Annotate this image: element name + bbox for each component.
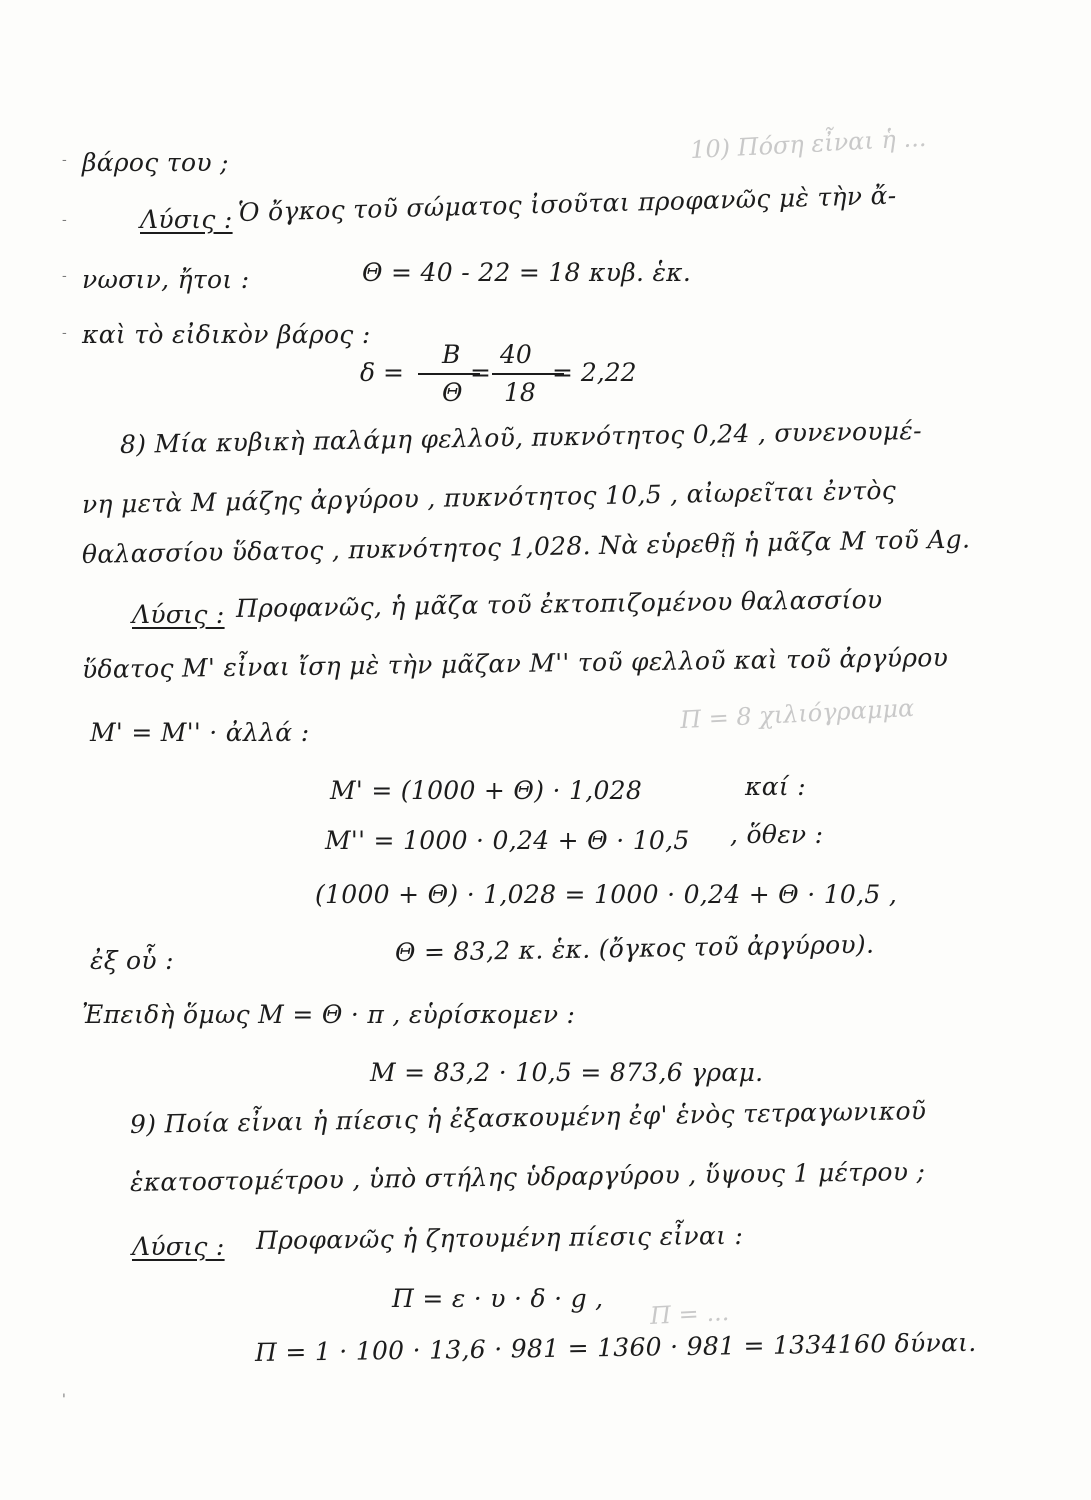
text-line: , ὅθεν : (730, 820, 824, 849)
fraction-denominator-2: 18 (504, 378, 536, 407)
text-line: νωσιν, ἤτοι : (82, 265, 250, 294)
problem-statement: 9) Ποία εἶναι ἡ πίεσις ἡ ἐξασκουμένη ἐφ' ἑνὸς τετραγωνικοῦ (129, 1096, 927, 1139)
problem-statement: 8) Μία κυβικὴ παλάμη φελλοῦ, πυκνότητος 0,24 , συνενουμέ- (119, 416, 923, 459)
solution-label: Λύσις : (132, 600, 225, 629)
text-line: Ὁ ὄγκος τοῦ σώματος ἰσοῦται προφανῶς μὲ τὴν ἄ- (237, 180, 897, 227)
text-line: νη μετὰ Μ μάζης ἀργύρου , πυκνότητος 10,5 , αἰωρεῖται ἐντὸς (81, 475, 897, 519)
fraction-equation (360, 340, 640, 410)
solution-label: Λύσις : (132, 1232, 225, 1261)
text-line: ἑκατοστομέτρου , ὑπὸ στήλης ὑδραργύρου , ὕψους 1 μέτρου ; (129, 1156, 926, 1197)
text-line: καὶ τὸ εἰδικὸν βάρος : (82, 320, 371, 349)
fraction-numerator-1: Β (442, 340, 461, 369)
solution-label: Λύσις : (140, 205, 233, 234)
text-line: καί : (745, 772, 806, 801)
margin-mark: ' (62, 1392, 66, 1408)
text-line: θαλασσίου ὕδατος , πυκνότητος 1,028. Νὰ εὑρεθῇ ἡ μᾶζα Μ τοῦ Ag. (81, 524, 971, 569)
fraction-numerator-2: 40 (500, 340, 532, 369)
margin-mark: - (62, 152, 67, 168)
equation: Μ' = (1000 + Θ) · 1,028 (330, 776, 643, 805)
equation: Θ = 83,2 κ. ἑκ. (ὄγκος τοῦ ἀργύρου). (394, 929, 875, 967)
fraction-equals: = (470, 358, 491, 387)
bleed-through: Π = ... (649, 1297, 730, 1331)
text-line: Ἐπειδὴ ὅμως Μ = Θ · π , εὑρίσκομεν : (82, 1000, 576, 1029)
text-line: Προφανῶς ἡ ζητουμένη πίεσις εἶναι : (255, 1220, 744, 1255)
bleed-through: 10) Πόση εἶναι ἡ ... (689, 123, 927, 165)
equation: Π = ε · υ · δ · g , (392, 1284, 604, 1313)
margin-mark: - (62, 212, 67, 228)
text-line: βάρος του ; (82, 148, 229, 177)
margin-mark: - (62, 325, 67, 341)
text-line: Προφανῶς, ἡ μᾶζα τοῦ ἐκτοπιζομένου θαλασσίου (235, 584, 883, 623)
fraction-denominator-1: Θ (442, 378, 463, 407)
equation: Μ' = Μ'' · ἀλλά : (90, 718, 310, 747)
equation: (1000 + Θ) · 1,028 = 1000 · 0,24 + Θ · 10,5 , (315, 880, 898, 909)
fraction-lhs: δ = (360, 358, 404, 387)
equation: Π = 1 · 100 · 13,6 · 981 = 1360 · 981 = 1334160 δύναι. (254, 1327, 977, 1367)
equation: Μ'' = 1000 · 0,24 + Θ · 10,5 (325, 826, 690, 855)
text-line: ἐξ οὗ : (90, 946, 174, 975)
bleed-through: Π = 8 χιλιόγραμμα (679, 693, 915, 735)
fraction-result: = 2,22 (552, 358, 637, 387)
text-line: ὕδατος Μ' εἶναι ἴση μὲ τὴν μᾶζαν Μ'' τοῦ φελλοῦ καὶ τοῦ ἀργύρου (81, 642, 949, 684)
equation: Μ = 83,2 · 10,5 = 873,6 γραμ. (370, 1058, 764, 1087)
margin-mark: - (62, 268, 67, 284)
equation: Θ = 40 - 22 = 18 κυβ. ἑκ. (362, 258, 692, 287)
